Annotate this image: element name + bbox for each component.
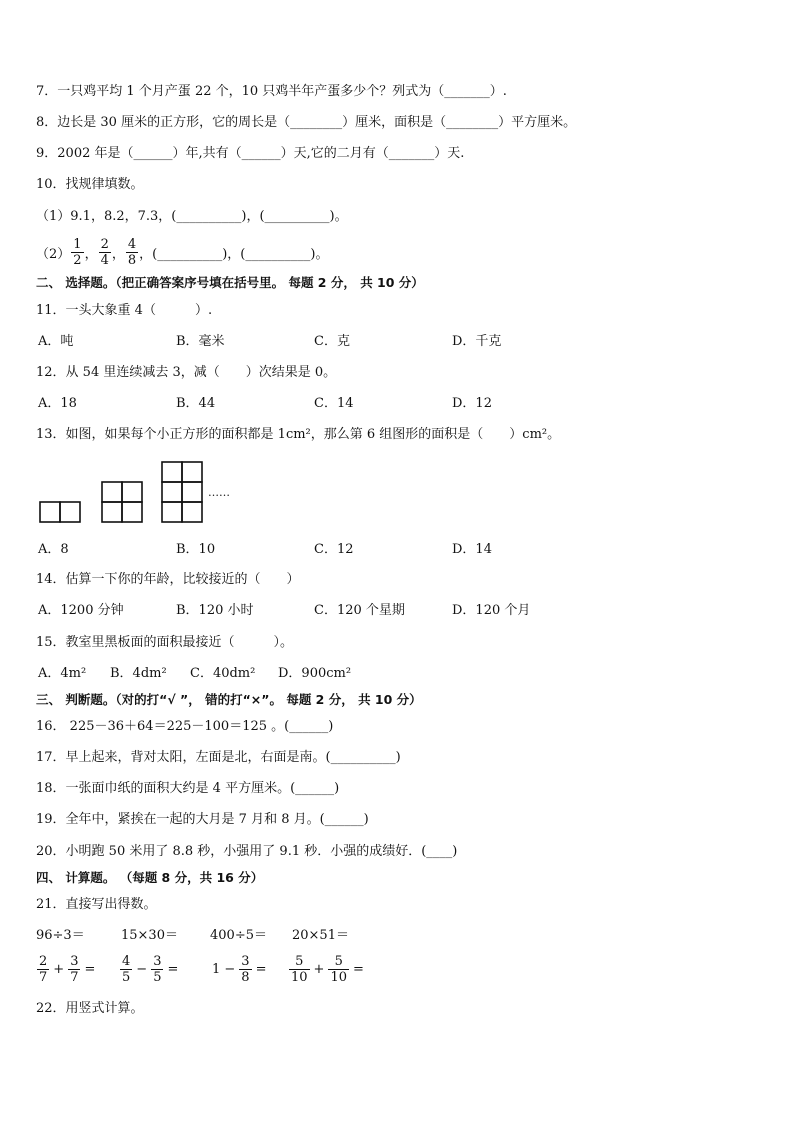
unit-square [162, 462, 182, 482]
question-10-part-1: （1）9.1，8.2，7.3，(__________)，(__________)。 [36, 209, 348, 224]
question-12-options [38, 395, 738, 413]
unit-square [122, 502, 142, 522]
section-3-title: 三、 判断题。（对的打“√ ”， 错的打“×”。 每题 2 分， 共 10 分） [36, 692, 422, 707]
option-d: D．14 [452, 542, 492, 557]
calc-item: 15×30＝ [121, 928, 178, 943]
unit-square [102, 482, 122, 502]
figure-group-3 [162, 462, 202, 522]
figure-group-2 [102, 482, 142, 522]
question-18: 18．一张面巾纸的面积大约是 4 平方厘米。(______) [36, 781, 340, 796]
option-a: A．18 [38, 396, 77, 411]
figure-group-1 [40, 502, 80, 522]
section-2-title: 二、 选择题。（把正确答案序号填在括号里。 每题 2 分， 共 10 分） [36, 275, 424, 290]
option-b: B．毫米 [176, 334, 225, 349]
option-b: B．120 小时 [176, 603, 254, 618]
option-c: C．克 [314, 334, 350, 349]
question-10-part-2: （2） $\frac{1}{2}$ ， $\frac{2}{4}$ ， $\frac{4}{8}$ ，(__________)，(__________)。 [36, 236, 329, 268]
question-9: 9．2002 年是（______）年,共有（______）天,它的二月有（_______）天. [36, 146, 465, 161]
option-d: D．120 个月 [452, 603, 531, 618]
calc-item: 400÷5＝ [210, 928, 267, 943]
question-15-options [38, 665, 738, 683]
option-a: A．8 [38, 542, 69, 557]
unit-square [182, 482, 202, 502]
question-20: 20．小明跑 50 米用了 8.8 秒，小强用了 9.1 秒．小强的成绩好．(____) [36, 844, 458, 859]
option-c: C．40dm² [190, 666, 256, 681]
option-b: B．10 [176, 542, 216, 557]
unit-square [40, 502, 60, 522]
option-c: C．14 [314, 396, 354, 411]
fraction-calc-1: $\frac{2}{7}$ + $\frac{3}{7}$ = [39, 953, 96, 985]
square-pattern-figure [38, 460, 238, 526]
unit-square [162, 482, 182, 502]
fraction-1: $\frac{1}{2}$ [73, 236, 82, 268]
option-d: D．千克 [452, 334, 502, 349]
question-8: 8．边长是 30 厘米的正方形，它的周长是（________）厘米，面积是（________）平方厘米。 [36, 115, 577, 130]
calc-item: 20×51＝ [292, 928, 349, 943]
option-b: B．4dm² [110, 666, 167, 681]
unit-square [122, 482, 142, 502]
option-a: A．1200 分钟 [38, 603, 124, 618]
fraction-3: $\frac{4}{8}$ [127, 236, 137, 268]
option-a: A．吨 [38, 334, 74, 349]
fraction-2: $\frac{2}{4}$ [100, 236, 109, 268]
option-c: C．120 个星期 [314, 603, 405, 618]
unit-square [182, 502, 202, 522]
fraction-calc-2: $\frac{4}{5}$ − $\frac{3}{5}$ = [122, 953, 179, 985]
unit-square [162, 502, 182, 522]
fraction-calc-4: $\frac{5}{10}$ + $\frac{5}{10}$ = [291, 953, 364, 985]
question-21: 21．直接写出得数。 [36, 897, 157, 912]
calc-item: 96÷3＝ [36, 928, 85, 943]
question-16: 16． 225－36＋64＝225－100＝125 。(______) [36, 719, 334, 734]
option-c: C．12 [314, 542, 354, 557]
option-d: D．12 [452, 396, 492, 411]
question-13: 13．如图，如果每个小正方形的面积都是 1cm²，那么第 6 组图形的面积是（ ）cm²。 [36, 427, 561, 442]
unit-square [60, 502, 80, 522]
question-11-options [38, 333, 738, 351]
section-4-title: 四、 计算题。 （每题 8 分，共 16 分） [36, 870, 264, 885]
question-14: 14．估算一下你的年龄，比较接近的（ ） [36, 572, 300, 587]
question-17: 17．早上起来，背对太阳，左面是北，右面是南。(__________) [36, 750, 401, 765]
fraction-calc-3: 1 − $\frac{3}{8}$ = [212, 953, 267, 985]
unit-square [102, 502, 122, 522]
question-10-part-2-suffix: ，(__________)，(__________)。 [139, 246, 329, 262]
question-12: 12．从 54 里连续减去 3，减（ ）次结果是 0。 [36, 365, 337, 380]
question-19: 19．全年中，紧挨在一起的大月是 7 月和 8 月。(______) [36, 812, 369, 827]
question-11: 11．一头大象重 4（ ）. [36, 303, 213, 318]
ellipsis: …… [208, 486, 230, 499]
question-10: 10．找规律填数。 [36, 177, 144, 192]
unit-square [182, 462, 202, 482]
option-b: B．44 [176, 396, 216, 411]
question-15: 15．教室里黑板面的面积最接近（ ）。 [36, 635, 294, 650]
question-22: 22．用竖式计算。 [36, 1001, 144, 1016]
option-d: D．900cm² [278, 666, 352, 681]
question-7: 7．一只鸡平均 1 个月产蛋 22 个，10 只鸡半年产蛋多少个？列式为（_______）. [36, 84, 507, 99]
question-10-part-2-prefix: （2） [36, 246, 71, 262]
question-14-options [38, 602, 738, 620]
question-13-options [38, 541, 738, 559]
option-a: A．4m² [38, 666, 87, 681]
